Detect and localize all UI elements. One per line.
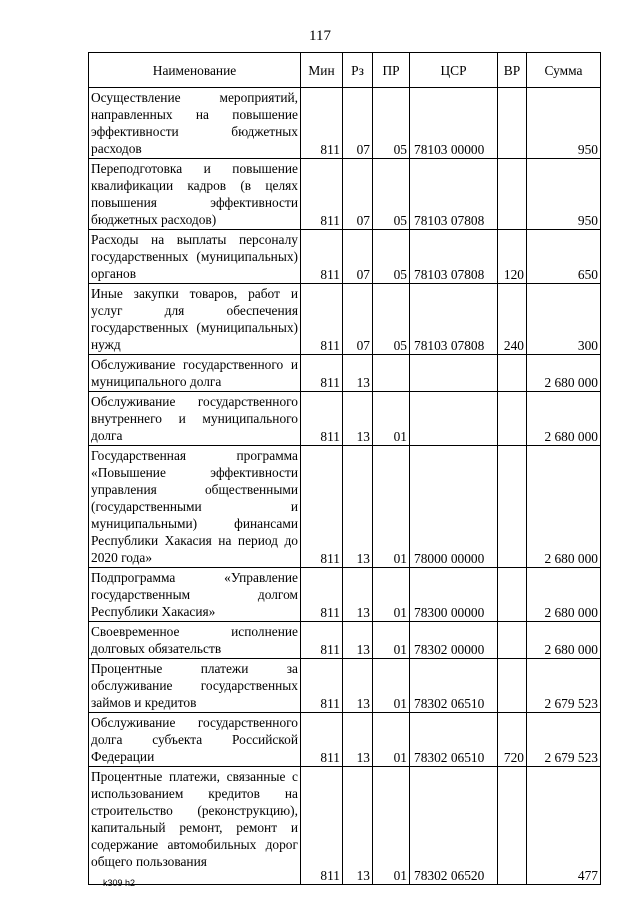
cell-vr [498,446,527,568]
cell-csr: 78103 07808 [410,230,498,284]
cell-min: 811 [301,767,343,885]
cell-pr: 01 [373,446,410,568]
cell-sum: 2 679 523 [527,713,601,767]
cell-pr: 05 [373,284,410,355]
cell-name: Своевременное исполнение долговых обязательств [89,622,301,659]
cell-min: 811 [301,159,343,230]
cell-csr: 78000 00000 [410,446,498,568]
cell-rz: 13 [343,659,373,713]
cell-vr: 240 [498,284,527,355]
cell-vr [498,355,527,392]
cell-vr: 120 [498,230,527,284]
cell-vr [498,568,527,622]
footer-code: k309 h2 [103,878,136,888]
cell-pr: 05 [373,88,410,159]
cell-name: Осуществление мероприятий, направленных на повышение эффективности бюджетных расходов [89,88,301,159]
cell-csr [410,392,498,446]
cell-rz: 13 [343,767,373,885]
cell-pr: 01 [373,392,410,446]
cell-rz: 07 [343,88,373,159]
cell-pr: 01 [373,767,410,885]
cell-rz: 13 [343,622,373,659]
cell-csr: 78302 00000 [410,622,498,659]
cell-rz: 07 [343,284,373,355]
cell-name: Обслуживание государственного и муниципального долга [89,355,301,392]
cell-name: Переподготовка и повышение квалификации кадров (в целях повышения эффективности бюджетных расходов) [89,159,301,230]
cell-sum: 2 680 000 [527,446,601,568]
cell-sum: 650 [527,230,601,284]
cell-sum: 950 [527,88,601,159]
cell-csr: 78103 07808 [410,159,498,230]
header-rz: Рз [343,53,373,88]
cell-csr: 78103 07808 [410,284,498,355]
cell-min: 811 [301,284,343,355]
cell-min: 811 [301,88,343,159]
cell-min: 811 [301,568,343,622]
cell-sum: 2 680 000 [527,622,601,659]
header-min: Мин [301,53,343,88]
cell-sum: 2 680 000 [527,568,601,622]
cell-vr [498,622,527,659]
cell-min: 811 [301,355,343,392]
cell-name: Государственная программа «Повышение эффективности управления общественными (государственными и муниципальными) финансами Республики Хакасия на период до 2020 года» [89,446,301,568]
cell-rz: 13 [343,355,373,392]
table-row [89,230,601,284]
table-row [89,568,601,622]
cell-rz: 13 [343,568,373,622]
cell-pr: 05 [373,159,410,230]
cell-sum: 950 [527,159,601,230]
header-sum: Сумма [527,53,601,88]
table-row [89,446,601,568]
cell-name: Расходы на выплаты персоналу государственных (муниципальных) органов [89,230,301,284]
cell-sum: 2 680 000 [527,355,601,392]
cell-pr: 01 [373,659,410,713]
cell-sum: 2 679 523 [527,659,601,713]
cell-vr [498,159,527,230]
header-csr: ЦСР [410,53,498,88]
cell-name: Процентные платежи за обслуживание государственных займов и кредитов [89,659,301,713]
cell-csr: 78302 06520 [410,767,498,885]
cell-pr [373,355,410,392]
cell-csr: 78300 00000 [410,568,498,622]
cell-vr: 720 [498,713,527,767]
cell-pr: 01 [373,568,410,622]
header-vr: ВР [498,53,527,88]
cell-rz: 13 [343,446,373,568]
page-number: 117 [309,28,331,44]
table-row [89,713,601,767]
table-row [89,284,601,355]
cell-sum: 300 [527,284,601,355]
budget-table [88,52,601,885]
header-name: Наименование [89,53,301,88]
cell-min: 811 [301,392,343,446]
table-header-row [89,53,601,88]
table-row [89,767,601,885]
cell-rz: 13 [343,713,373,767]
cell-sum: 2 680 000 [527,392,601,446]
table-row [89,88,601,159]
cell-name: Обслуживание государственного долга субъекта Российской Федерации [89,713,301,767]
cell-vr [498,767,527,885]
cell-min: 811 [301,659,343,713]
table-row [89,659,601,713]
cell-name: Процентные платежи, связанные с использованием кредитов на строительство (реконструкцию), капитальный ремонт, ремонт и содержание автомобильных дорог общего пользования [89,767,301,885]
cell-vr [498,659,527,713]
table-row [89,355,601,392]
cell-min: 811 [301,713,343,767]
cell-csr: 78103 00000 [410,88,498,159]
cell-rz: 07 [343,159,373,230]
cell-min: 811 [301,230,343,284]
cell-rz: 07 [343,230,373,284]
cell-name: Иные закупки товаров, работ и услуг для обеспечения государственных (муниципальных) нужд [89,284,301,355]
table-row [89,622,601,659]
table-row [89,392,601,446]
table-row [89,159,601,230]
cell-pr: 05 [373,230,410,284]
cell-name: Обслуживание государственного внутреннего и муниципального долга [89,392,301,446]
header-pr: ПР [373,53,410,88]
cell-pr: 01 [373,622,410,659]
cell-csr: 78302 06510 [410,659,498,713]
cell-name: Подпрограмма «Управление государственным долгом Республики Хакасия» [89,568,301,622]
cell-vr [498,88,527,159]
cell-vr [498,392,527,446]
cell-sum: 477 [527,767,601,885]
cell-min: 811 [301,446,343,568]
cell-csr: 78302 06510 [410,713,498,767]
cell-min: 811 [301,622,343,659]
cell-pr: 01 [373,713,410,767]
cell-csr [410,355,498,392]
cell-rz: 13 [343,392,373,446]
